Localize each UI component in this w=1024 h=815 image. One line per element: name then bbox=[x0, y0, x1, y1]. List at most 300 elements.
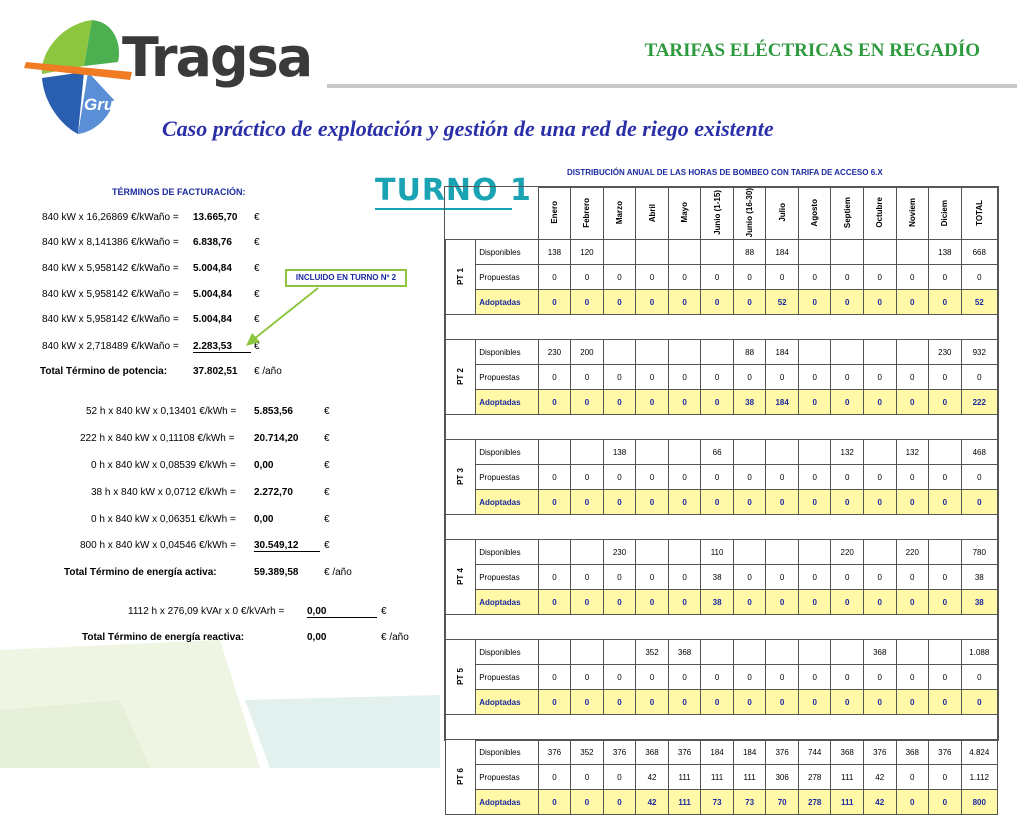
table-cell: 38 bbox=[701, 590, 734, 615]
table-row bbox=[446, 540, 998, 565]
table-cell: 368 bbox=[636, 740, 669, 765]
energy-unit-1: € bbox=[324, 406, 330, 417]
table-cell: 0 bbox=[961, 365, 997, 390]
table-cell: 0 bbox=[831, 565, 864, 590]
group-gap bbox=[446, 715, 998, 740]
table-cell: 138 bbox=[929, 240, 962, 265]
table-cell: 0 bbox=[766, 565, 799, 590]
table-row bbox=[446, 265, 998, 290]
table-cell: 0 bbox=[571, 265, 604, 290]
table-cell: 0 bbox=[863, 465, 896, 490]
table-cell: 0 bbox=[733, 665, 766, 690]
table-cell bbox=[798, 640, 831, 665]
table-cell bbox=[831, 640, 864, 665]
table-cell bbox=[571, 440, 604, 465]
table-cell bbox=[636, 540, 669, 565]
table-cell: 0 bbox=[668, 565, 701, 590]
table-cell: 744 bbox=[798, 740, 831, 765]
table-cell: 0 bbox=[798, 465, 831, 490]
energy-value-3: 0,00 bbox=[254, 460, 274, 471]
table-cell bbox=[863, 540, 896, 565]
table-cell: 184 bbox=[766, 340, 799, 365]
table-cell: 0 bbox=[571, 690, 604, 715]
table-cell: 184 bbox=[766, 390, 799, 415]
table-cell bbox=[831, 240, 864, 265]
month-header bbox=[636, 188, 669, 240]
table-cell: 138 bbox=[603, 440, 636, 465]
table-cell: 0 bbox=[863, 665, 896, 690]
power-total-label: Total Término de potencia: bbox=[40, 366, 168, 377]
table-cell: 0 bbox=[863, 265, 896, 290]
table-cell bbox=[863, 340, 896, 365]
row-label: Disponibles bbox=[476, 440, 538, 465]
table-row bbox=[446, 440, 998, 465]
table-cell: 38 bbox=[733, 390, 766, 415]
table-cell: 0 bbox=[929, 590, 962, 615]
table-cell: 0 bbox=[961, 465, 997, 490]
table-cell bbox=[929, 440, 962, 465]
table-cell: 0 bbox=[538, 390, 571, 415]
table-cell: 0 bbox=[668, 365, 701, 390]
month-label: Agosto bbox=[810, 198, 820, 227]
table-cell: 0 bbox=[603, 390, 636, 415]
table-cell: 0 bbox=[668, 390, 701, 415]
table-cell bbox=[701, 340, 734, 365]
table-cell: 0 bbox=[929, 765, 962, 790]
table-cell: 0 bbox=[961, 665, 997, 690]
table-cell: 0 bbox=[929, 290, 962, 315]
group-gap bbox=[446, 615, 998, 640]
table-cell bbox=[896, 640, 929, 665]
table-row bbox=[446, 765, 998, 790]
energy-value-4: 2.272,70 bbox=[254, 487, 293, 498]
table-cell: 0 bbox=[571, 290, 604, 315]
table-cell: 230 bbox=[929, 340, 962, 365]
energy-unit-3: € bbox=[324, 460, 330, 471]
month-label: Mayo bbox=[680, 202, 690, 223]
table-cell: 38 bbox=[961, 565, 997, 590]
table-row bbox=[446, 390, 998, 415]
table-row bbox=[446, 290, 998, 315]
table-cell: 352 bbox=[571, 740, 604, 765]
row-label: Adoptadas bbox=[476, 390, 538, 415]
power-unit-6: € bbox=[254, 341, 260, 352]
table-cell: 0 bbox=[603, 465, 636, 490]
table-cell: 0 bbox=[831, 290, 864, 315]
table-cell: 0 bbox=[961, 690, 997, 715]
table-title: DISTRIBUCIÓN ANUAL DE LAS HORAS DE BOMBEO CON TARIFA DE ACCESO 6.X bbox=[567, 168, 883, 177]
table-cell: 0 bbox=[831, 590, 864, 615]
table-row bbox=[446, 590, 998, 615]
table-cell: 0 bbox=[636, 365, 669, 390]
row-label: Disponibles bbox=[476, 540, 538, 565]
table-cell: 368 bbox=[896, 740, 929, 765]
row-label: Disponibles bbox=[476, 740, 538, 765]
table-cell: 0 bbox=[603, 765, 636, 790]
table-cell: 0 bbox=[896, 490, 929, 515]
reactive-formula: 1112 h x 276,09 kVAr x 0 €/kVArh = bbox=[128, 606, 285, 617]
pt-name: PT 3 bbox=[456, 467, 466, 485]
table-cell: 0 bbox=[571, 565, 604, 590]
power-formula-1: 840 kW x 16,26869 €/kWaño = bbox=[42, 212, 179, 223]
table-cell: 0 bbox=[668, 590, 701, 615]
energy-formula-5: 0 h x 840 kW x 0,06351 €/kWh = bbox=[91, 514, 236, 525]
table-cell: 0 bbox=[701, 290, 734, 315]
table-cell: 0 bbox=[929, 365, 962, 390]
table-cell bbox=[538, 440, 571, 465]
table-cell: 0 bbox=[603, 665, 636, 690]
table-cell: 0 bbox=[896, 690, 929, 715]
table-cell: 0 bbox=[668, 465, 701, 490]
table-cell: 0 bbox=[603, 490, 636, 515]
gap-cell bbox=[446, 315, 998, 340]
table-cell bbox=[766, 540, 799, 565]
table-cell bbox=[571, 640, 604, 665]
table-cell bbox=[603, 240, 636, 265]
table-cell: 932 bbox=[961, 340, 997, 365]
table-cell: 0 bbox=[571, 590, 604, 615]
table-cell: 0 bbox=[929, 665, 962, 690]
month-label: Junio (1-15) bbox=[712, 190, 722, 236]
row-label: Disponibles bbox=[476, 340, 538, 365]
table-cell: 0 bbox=[538, 765, 571, 790]
table-cell: 0 bbox=[766, 665, 799, 690]
row-label: Adoptadas bbox=[476, 790, 538, 815]
month-header bbox=[831, 188, 864, 240]
table-cell: 38 bbox=[701, 565, 734, 590]
month-label: Junio (16-30) bbox=[745, 188, 755, 238]
power-value-1: 13.665,70 bbox=[193, 212, 238, 223]
table-cell: 0 bbox=[733, 465, 766, 490]
logo-subtext: Grupo bbox=[84, 95, 135, 114]
table-cell: 0 bbox=[896, 290, 929, 315]
table-cell bbox=[733, 440, 766, 465]
row-label: Propuestas bbox=[476, 365, 538, 390]
energy-total-label: Total Término de energía activa: bbox=[64, 567, 217, 578]
table-cell: 0 bbox=[733, 690, 766, 715]
row-label: Disponibles bbox=[476, 640, 538, 665]
energy-formula-6: 800 h x 840 kW x 0,04546 €/kWh = bbox=[80, 540, 236, 551]
table-cell: 0 bbox=[798, 265, 831, 290]
month-label: Febrero bbox=[582, 197, 592, 228]
table-cell bbox=[733, 540, 766, 565]
table-cell: 0 bbox=[929, 465, 962, 490]
gap-cell bbox=[446, 715, 998, 740]
table-cell bbox=[733, 640, 766, 665]
table-cell: 88 bbox=[733, 340, 766, 365]
table-cell: 278 bbox=[798, 765, 831, 790]
table-cell bbox=[636, 240, 669, 265]
table-row bbox=[446, 490, 998, 515]
table-cell: 111 bbox=[701, 765, 734, 790]
table-cell: 0 bbox=[863, 290, 896, 315]
table-cell: 368 bbox=[668, 640, 701, 665]
table-cell: 0 bbox=[798, 290, 831, 315]
table-cell bbox=[896, 340, 929, 365]
power-formula-4: 840 kW x 5,958142 €/kWaño = bbox=[42, 289, 179, 300]
table-cell: 0 bbox=[863, 390, 896, 415]
table-cell: 0 bbox=[766, 590, 799, 615]
table-cell: 0 bbox=[896, 665, 929, 690]
table-cell: 306 bbox=[766, 765, 799, 790]
table-cell: 0 bbox=[636, 490, 669, 515]
table-cell: 0 bbox=[733, 290, 766, 315]
row-label: Propuestas bbox=[476, 765, 538, 790]
table-cell: 0 bbox=[929, 565, 962, 590]
reactive-total-unit: € /año bbox=[381, 632, 409, 643]
table-cell: 0 bbox=[929, 265, 962, 290]
arrow-icon bbox=[240, 285, 330, 349]
table-cell: 0 bbox=[538, 465, 571, 490]
table-cell: 0 bbox=[636, 290, 669, 315]
table-cell: 0 bbox=[603, 790, 636, 815]
table-row bbox=[446, 690, 998, 715]
gap-cell bbox=[446, 515, 998, 540]
table-cell: 0 bbox=[929, 390, 962, 415]
reactive-value: 0,00 bbox=[307, 606, 377, 618]
header-blank bbox=[446, 188, 539, 240]
billing-heading: TÉRMINOS DE FACTURACIÓN: bbox=[112, 187, 246, 197]
energy-total-value: 59.389,58 bbox=[254, 567, 299, 578]
gap-cell bbox=[446, 415, 998, 440]
table-row bbox=[446, 565, 998, 590]
table-cell: 0 bbox=[668, 665, 701, 690]
table-cell: 230 bbox=[538, 340, 571, 365]
table-cell bbox=[603, 640, 636, 665]
table-cell: 0 bbox=[863, 490, 896, 515]
table-cell: 0 bbox=[863, 590, 896, 615]
month-label: Julio bbox=[777, 203, 787, 222]
table-cell: 111 bbox=[831, 765, 864, 790]
month-header bbox=[603, 188, 636, 240]
month-header bbox=[668, 188, 701, 240]
table-cell: 0 bbox=[929, 790, 962, 815]
table-cell: 120 bbox=[571, 240, 604, 265]
pt-group-label bbox=[446, 540, 476, 615]
table-cell: 0 bbox=[636, 465, 669, 490]
table-cell: 111 bbox=[668, 765, 701, 790]
table-cell: 0 bbox=[961, 490, 997, 515]
table-cell: 0 bbox=[831, 465, 864, 490]
table-cell: 0 bbox=[896, 590, 929, 615]
table-cell: 42 bbox=[863, 790, 896, 815]
row-label: Propuestas bbox=[476, 665, 538, 690]
table-cell: 220 bbox=[831, 540, 864, 565]
table-cell: 0 bbox=[798, 590, 831, 615]
energy-value-1: 5.853,56 bbox=[254, 406, 293, 417]
power-value-6: 2.283,53 bbox=[193, 341, 251, 353]
table-cell: 184 bbox=[766, 240, 799, 265]
table-cell: 0 bbox=[896, 790, 929, 815]
table-cell: 111 bbox=[733, 765, 766, 790]
table-cell: 0 bbox=[571, 365, 604, 390]
row-label: Adoptadas bbox=[476, 490, 538, 515]
table-cell: 0 bbox=[636, 265, 669, 290]
month-label: Octubre bbox=[875, 197, 885, 228]
energy-value-6: 30.549,12 bbox=[254, 540, 320, 552]
table-cell: 0 bbox=[636, 390, 669, 415]
table-cell: 376 bbox=[863, 740, 896, 765]
table-cell: 70 bbox=[766, 790, 799, 815]
table-cell: 0 bbox=[961, 265, 997, 290]
power-formula-5: 840 kW x 5,958142 €/kWaño = bbox=[42, 314, 179, 325]
table-cell: 0 bbox=[668, 490, 701, 515]
row-label: Adoptadas bbox=[476, 690, 538, 715]
table-cell: 0 bbox=[668, 290, 701, 315]
table-cell bbox=[798, 440, 831, 465]
table-cell bbox=[766, 440, 799, 465]
table-cell: 0 bbox=[701, 690, 734, 715]
table-cell bbox=[668, 240, 701, 265]
energy-formula-3: 0 h x 840 kW x 0,08539 €/kWh = bbox=[91, 460, 236, 471]
table-cell bbox=[603, 340, 636, 365]
table-cell: 0 bbox=[831, 690, 864, 715]
month-header bbox=[538, 188, 571, 240]
table-cell: 42 bbox=[636, 765, 669, 790]
logo-wordmark: Tragsa bbox=[122, 26, 312, 89]
month-header bbox=[766, 188, 799, 240]
month-header bbox=[733, 188, 766, 240]
table-cell: 0 bbox=[896, 390, 929, 415]
table-cell: 0 bbox=[798, 665, 831, 690]
table-cell: 0 bbox=[863, 365, 896, 390]
pt-group-label bbox=[446, 440, 476, 515]
month-label: Enero bbox=[549, 201, 559, 224]
month-header bbox=[701, 188, 734, 240]
table-cell: 110 bbox=[701, 540, 734, 565]
month-header bbox=[571, 188, 604, 240]
table-cell: 0 bbox=[766, 690, 799, 715]
power-unit-1: € bbox=[254, 212, 260, 223]
table-cell bbox=[636, 340, 669, 365]
table-cell: 352 bbox=[636, 640, 669, 665]
pt-name: PT 5 bbox=[456, 667, 466, 685]
table-cell: 73 bbox=[701, 790, 734, 815]
table-cell: 4.824 bbox=[961, 740, 997, 765]
table-cell: 0 bbox=[896, 565, 929, 590]
table-cell: 0 bbox=[701, 465, 734, 490]
table-cell bbox=[668, 540, 701, 565]
power-total-unit: € /año bbox=[254, 366, 282, 377]
table-cell: 0 bbox=[538, 790, 571, 815]
table-cell: 0 bbox=[571, 490, 604, 515]
table-cell: 800 bbox=[961, 790, 997, 815]
table-cell: 0 bbox=[766, 365, 799, 390]
table-cell: 111 bbox=[668, 790, 701, 815]
table-cell: 0 bbox=[701, 365, 734, 390]
table-cell: 368 bbox=[863, 640, 896, 665]
power-value-5: 5.004,84 bbox=[193, 314, 232, 325]
pt-group-label bbox=[446, 640, 476, 715]
power-formula-2: 840 kW x 8,141386 €/kWaño = bbox=[42, 237, 179, 248]
power-unit-4: € bbox=[254, 289, 260, 300]
header-divider bbox=[327, 84, 1017, 88]
month-label: Diciem bbox=[940, 199, 950, 226]
turno-heading: TURNO 1 bbox=[375, 173, 532, 208]
table-cell: 0 bbox=[603, 690, 636, 715]
table-cell: 220 bbox=[896, 540, 929, 565]
table-row bbox=[446, 465, 998, 490]
month-header bbox=[929, 188, 962, 240]
table-cell: 132 bbox=[831, 440, 864, 465]
table-cell: 0 bbox=[571, 465, 604, 490]
month-header bbox=[896, 188, 929, 240]
table-cell: 132 bbox=[896, 440, 929, 465]
table-cell: 0 bbox=[766, 490, 799, 515]
month-header bbox=[961, 188, 997, 240]
pt-group-label bbox=[446, 340, 476, 415]
table-cell: 0 bbox=[929, 490, 962, 515]
table-row bbox=[446, 340, 998, 365]
row-label: Propuestas bbox=[476, 565, 538, 590]
table-cell: 376 bbox=[538, 740, 571, 765]
table-cell: 0 bbox=[701, 390, 734, 415]
table-cell: 42 bbox=[863, 765, 896, 790]
table-cell: 1.112 bbox=[961, 765, 997, 790]
energy-unit-2: € bbox=[324, 433, 330, 444]
table-row bbox=[446, 640, 998, 665]
table-row bbox=[446, 740, 998, 765]
table-cell: 0 bbox=[798, 365, 831, 390]
table-cell: 0 bbox=[571, 790, 604, 815]
table-cell: 0 bbox=[636, 690, 669, 715]
table-cell: 376 bbox=[668, 740, 701, 765]
group-gap bbox=[446, 515, 998, 540]
table-cell: 0 bbox=[571, 765, 604, 790]
table-cell: 222 bbox=[961, 390, 997, 415]
row-label: Adoptadas bbox=[476, 290, 538, 315]
table-cell: 66 bbox=[701, 440, 734, 465]
group-gap bbox=[446, 415, 998, 440]
row-label: Adoptadas bbox=[476, 590, 538, 615]
header-title: TARIFAS ELÉCTRICAS EN REGADÍO bbox=[644, 40, 980, 61]
table-cell bbox=[798, 540, 831, 565]
table-cell bbox=[863, 240, 896, 265]
power-unit-2: € bbox=[254, 237, 260, 248]
table-cell: 1.088 bbox=[961, 640, 997, 665]
table-cell: 138 bbox=[538, 240, 571, 265]
table-cell: 0 bbox=[863, 690, 896, 715]
table-cell: 0 bbox=[831, 665, 864, 690]
table-cell: 0 bbox=[929, 690, 962, 715]
table-cell: 0 bbox=[603, 565, 636, 590]
energy-formula-1: 52 h x 840 kW x 0,13401 €/kWh = bbox=[86, 406, 237, 417]
table-cell bbox=[701, 240, 734, 265]
group-gap bbox=[446, 315, 998, 340]
power-value-2: 6.838,76 bbox=[193, 237, 232, 248]
row-label: Disponibles bbox=[476, 240, 538, 265]
table-cell: 368 bbox=[831, 740, 864, 765]
table-cell: 0 bbox=[798, 565, 831, 590]
table-cell: 0 bbox=[733, 265, 766, 290]
month-label: Noviem bbox=[907, 198, 917, 228]
table-cell: 0 bbox=[831, 490, 864, 515]
pt-name: PT 2 bbox=[456, 367, 466, 385]
table-cell: 0 bbox=[896, 365, 929, 390]
table-cell: 780 bbox=[961, 540, 997, 565]
table-cell: 0 bbox=[896, 765, 929, 790]
table-cell: 0 bbox=[733, 490, 766, 515]
table-cell: 38 bbox=[961, 590, 997, 615]
table-cell: 0 bbox=[896, 465, 929, 490]
table-cell: 0 bbox=[538, 290, 571, 315]
included-note: INCLUIDO EN TURNO Nº 2 bbox=[285, 269, 407, 287]
table-cell: 230 bbox=[603, 540, 636, 565]
table-cell bbox=[798, 340, 831, 365]
table-cell: 42 bbox=[636, 790, 669, 815]
table-cell bbox=[636, 440, 669, 465]
month-label: TOTAL bbox=[974, 199, 984, 226]
